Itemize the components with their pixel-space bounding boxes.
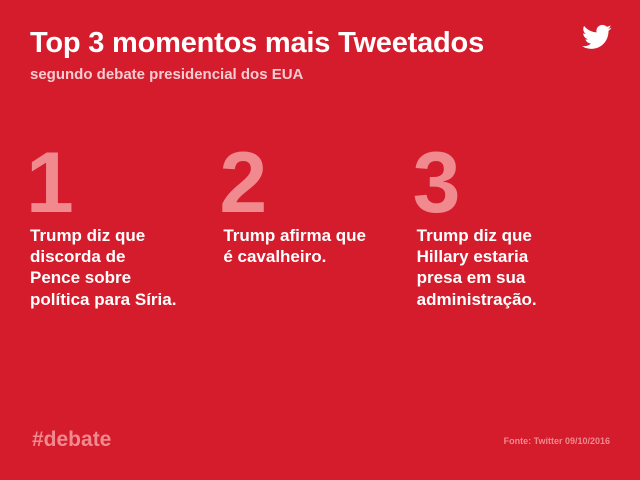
moments-list [26,135,610,310]
list-item [26,135,223,310]
twitter-bird-icon [580,22,614,52]
header [30,28,550,84]
hashtag-label: #debate [32,428,112,451]
moment-text: Trump diz que Hillary estaria presa em sua administração. [416,225,537,309]
moment-text: Trump diz que discorda de Pence sobre política para Síria. [30,225,177,309]
moment-text: Trump afirma que é cavalheiro. [223,225,366,266]
rank-number: 3 [412,135,459,231]
list-item [412,135,610,310]
rank-number: 2 [219,135,266,231]
list-item [219,135,416,267]
rank-number: 1 [26,135,72,231]
page-subtitle: segundo debate presidencial dos EUA [30,65,304,83]
page-title: Top 3 momentos mais Tweetados [30,27,484,59]
source-label: Fonte: Twitter 09/10/2016 [503,436,610,446]
